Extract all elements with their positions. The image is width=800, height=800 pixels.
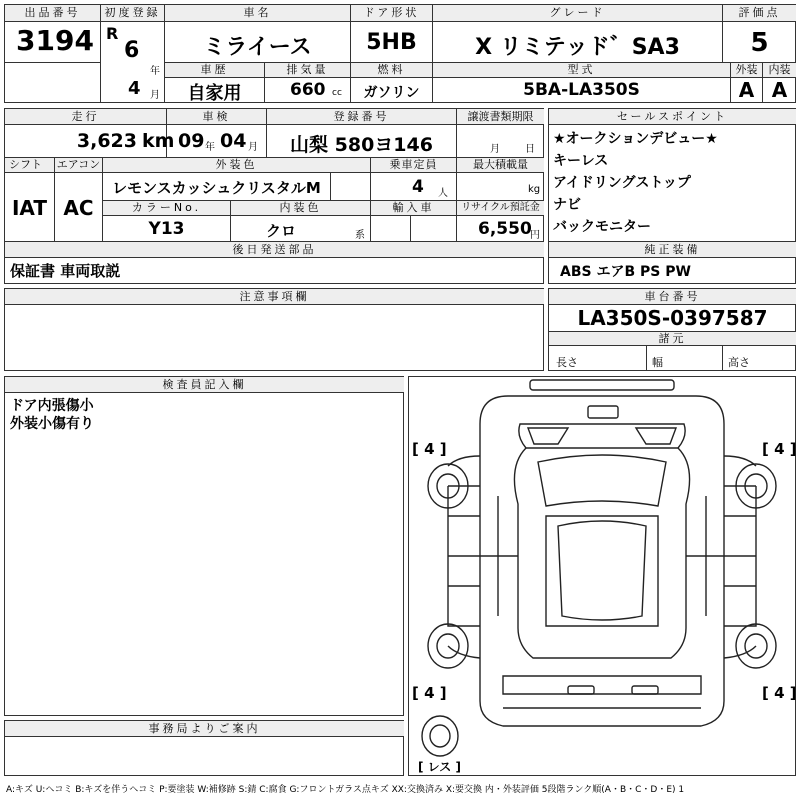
insp-month: 04: [220, 130, 247, 152]
ac-label: エアコン: [56, 158, 101, 171]
displacement-unit: cc: [332, 88, 342, 98]
office-label: 事務局よりご案内: [5, 721, 404, 737]
shift: IAT: [11, 196, 47, 220]
name-label: 車名: [165, 5, 350, 22]
sales-point-item: ナビ: [553, 197, 581, 213]
later-parts-label: 後日発送部品: [5, 242, 544, 258]
sales-points-label: セールスポイント: [549, 109, 796, 125]
insp-year-unit: 年: [205, 142, 215, 153]
door-type: 5HB: [366, 30, 417, 55]
sales-point-item: ★オークションデビュー★: [553, 131, 718, 147]
ext-grade: A: [738, 78, 755, 102]
color-number: Y13: [148, 219, 185, 239]
mileage-unit: km: [142, 130, 175, 152]
fuel-label: 燃料: [351, 63, 432, 78]
load-unit: kg: [528, 184, 541, 195]
displacement-label: 排気量: [265, 63, 350, 78]
reg-year: 6: [124, 38, 140, 63]
reg-month: 4: [128, 78, 141, 99]
exterior-color: レモンスカッシュクリスタルM: [112, 179, 321, 197]
reg-month-unit: 月: [150, 90, 160, 101]
inspector-note: 外装小傷有り: [10, 416, 94, 432]
plate-label: 登録番号: [267, 109, 456, 125]
equipment-label: 純正装備: [549, 242, 796, 258]
inspector-label: 検査員記入欄: [5, 377, 404, 393]
sales-point-item: アイドリングストップ: [553, 175, 691, 191]
interior-color: クロ: [265, 222, 296, 240]
history: 自家用: [187, 83, 242, 104]
tire-front-left: [ 4 ]: [412, 440, 447, 458]
insp-month-unit: 月: [248, 142, 258, 153]
int-grade: A: [771, 78, 788, 102]
fuel: ガソリン: [363, 85, 420, 101]
capacity-label: 乗車定員: [371, 158, 456, 173]
lot-label: 出品番号: [5, 5, 100, 22]
specs-label: 諸元: [549, 331, 796, 346]
chassis-label: 車台番号: [549, 289, 796, 305]
mileage-label: 走行: [5, 109, 166, 125]
recycle-unit: 円: [530, 230, 540, 241]
lot-number: 3194: [16, 24, 94, 57]
tire-rear-left: [ 4 ]: [412, 684, 447, 702]
inspector-note: ドア内張傷小: [10, 398, 94, 414]
model: 5BA-LA350S: [523, 80, 640, 100]
score-label: 評価点: [723, 5, 796, 22]
interior-unit: 系: [355, 230, 365, 241]
score: 5: [750, 28, 769, 58]
later-parts: 保証書 車両取説: [10, 262, 121, 280]
sales-points-list: [553, 128, 793, 238]
grade-label: グレード: [433, 5, 722, 22]
spare-tire: [ レス ]: [418, 760, 461, 774]
history-label: 車歴: [165, 63, 264, 78]
caution-label: 注意事項欄: [5, 289, 544, 305]
chassis-number: LA350S-0397587: [577, 306, 768, 330]
grade: X リミテッド゛SA3: [475, 35, 680, 60]
equipment: ABS エアB PS PW: [560, 264, 691, 280]
car-name: ミライース: [203, 35, 312, 60]
shift-label: シフト: [5, 158, 54, 173]
displacement: 660: [290, 80, 326, 100]
sales-point-item: バックモニター: [553, 219, 651, 235]
int-grade-label: 内装: [763, 63, 796, 78]
spec-length: 長さ: [556, 356, 578, 369]
insp-year: 09: [178, 130, 205, 152]
capacity: 4: [412, 177, 424, 197]
tire-rear-right: [ 4 ]: [762, 684, 797, 702]
mileage: 3,623: [76, 130, 137, 152]
era: R: [106, 24, 119, 43]
sales-point-item: キーレス: [553, 153, 609, 169]
door-label: ドア形状: [351, 5, 432, 22]
transfer-day-unit: 日: [525, 144, 535, 155]
ext-grade-label: 外装: [731, 63, 762, 78]
capacity-unit: 人: [438, 188, 448, 199]
model-label: 型式: [433, 63, 730, 78]
car-diagram: [408, 376, 796, 776]
air-conditioner: AC: [63, 196, 94, 220]
recycle-label: リサイクル預託金: [457, 201, 544, 216]
load-label: 最大積載量: [457, 158, 544, 173]
inspection-label: 車検: [167, 109, 266, 125]
plate-number: 山梨 580ヨ146: [290, 134, 433, 156]
reg-year-unit: 年: [150, 66, 160, 77]
spec-height: 高さ: [728, 356, 750, 369]
color-label: 外装色: [103, 158, 370, 173]
color-no-label: カラーNo.: [103, 201, 230, 216]
import-label: 輸入車: [371, 201, 456, 216]
tire-front-right: [ 4 ]: [762, 440, 797, 458]
transfer-label: 譲渡書類期限: [457, 109, 544, 125]
transfer-month-unit: 月: [490, 144, 500, 155]
first-reg-label: 初度登録: [101, 5, 164, 22]
legend: A:キズ U:ヘコミ B:キズを伴うヘコミ P:要塗装 W:補修跡 S:錆 C:腐食 G:フロントガラス点キズ XX:交換済み X:要交換 内・外装評価 5段階ランク順(A・B・C・D・E) 1: [6, 785, 685, 795]
spec-width: 幅: [652, 356, 663, 369]
interior-label: 内装色: [231, 201, 370, 216]
recycle-fee: 6,550: [478, 219, 532, 239]
